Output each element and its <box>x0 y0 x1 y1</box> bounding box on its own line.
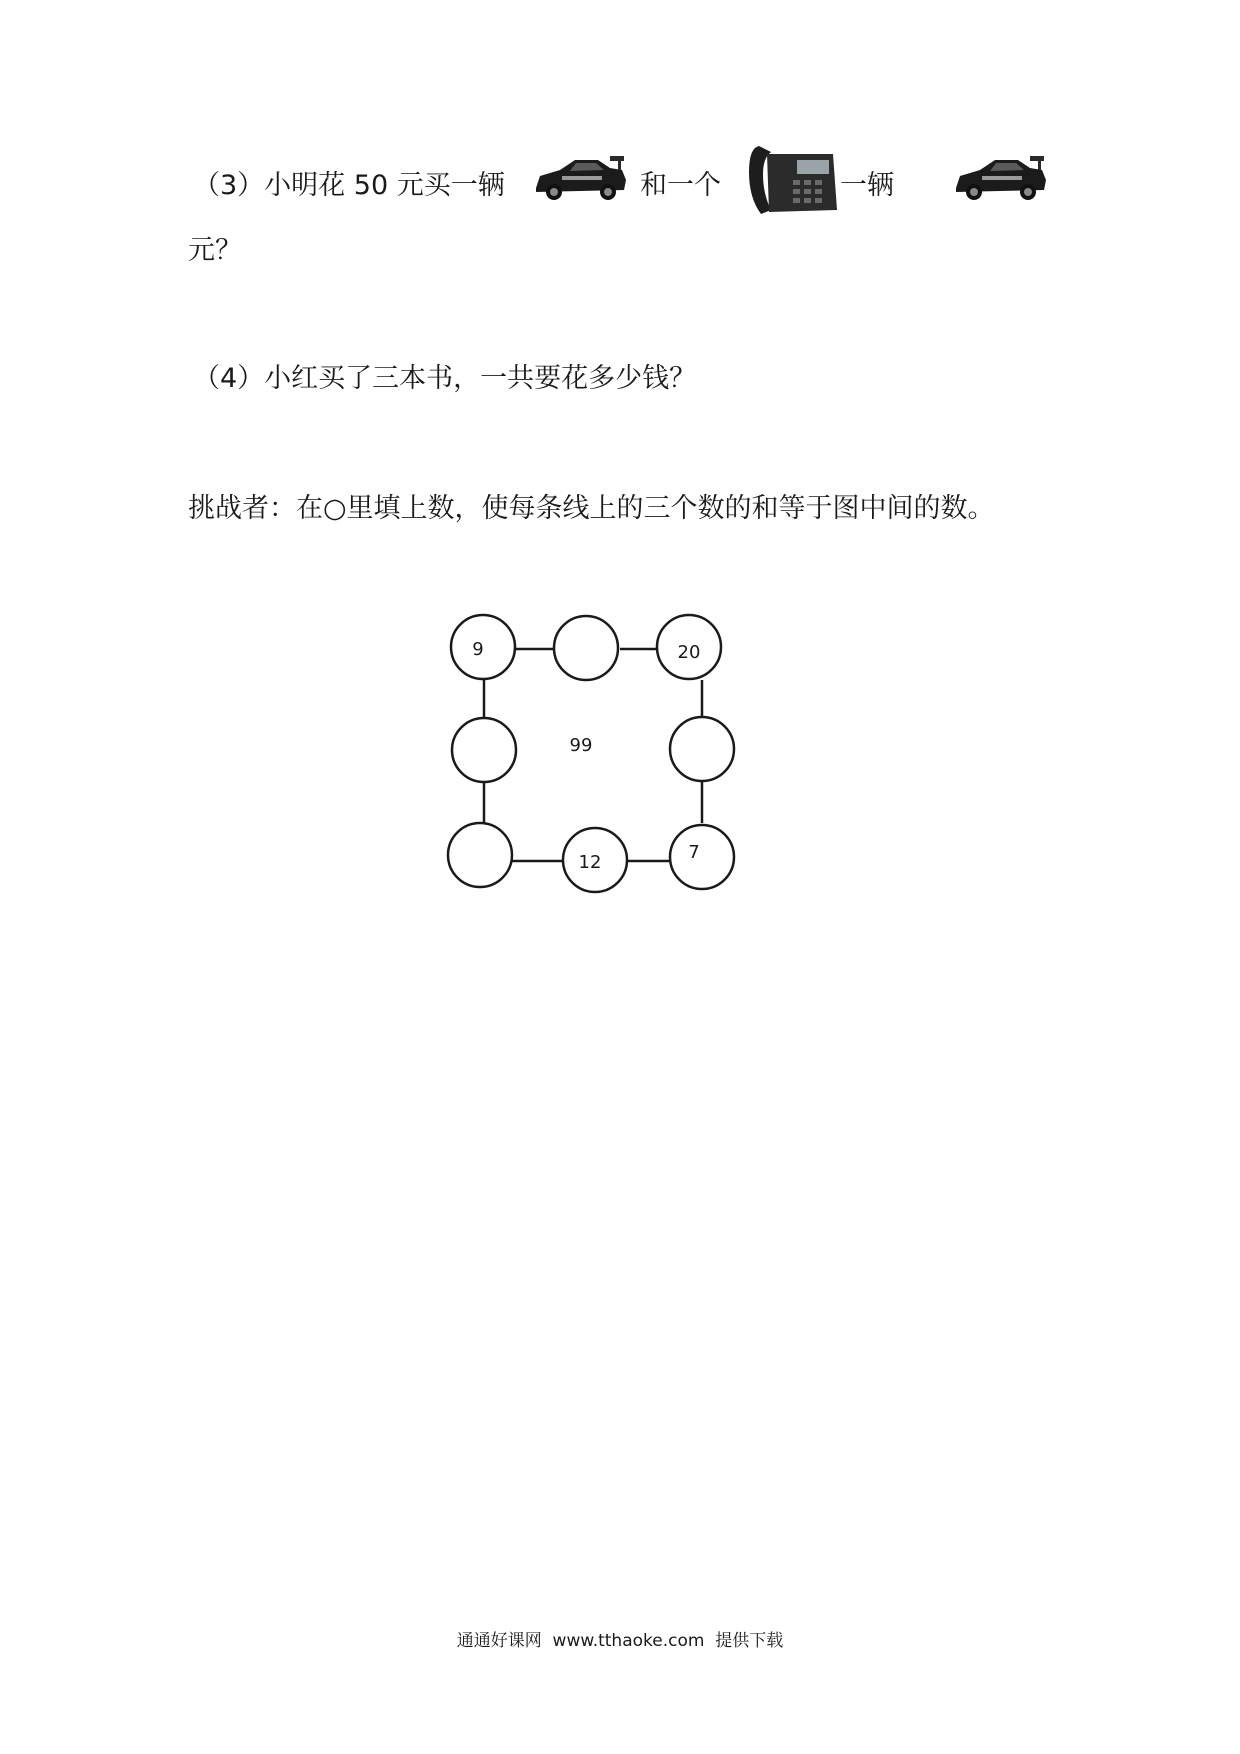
puzzle-circle-bottom-left <box>448 823 512 887</box>
puzzle-value-top-right: 20 <box>677 642 701 663</box>
puzzle-value-bottom-right: 7 <box>688 842 700 863</box>
puzzle-circle-middle-right <box>670 717 734 781</box>
footer-credit: 通通好课网 www.tthaoke.com 提供下载 <box>456 1631 784 1651</box>
challenge-text: 挑战者：在○里填上数，使每条线上的三个数的和等于图中间的数。 <box>188 493 995 524</box>
puzzle-circle-bottom-right <box>670 825 734 889</box>
puzzle-circle-middle-left <box>452 718 516 782</box>
puzzle-value-top-left: 9 <box>472 639 484 660</box>
toy-car-icon <box>950 148 1050 208</box>
number-square-puzzle <box>400 540 780 910</box>
q3-text-1: （3）小明花 50 元买一辆 <box>193 170 505 201</box>
q3-text-3: 一辆 <box>840 170 894 201</box>
q3-text-4: 元？ <box>188 235 242 266</box>
puzzle-circle-top-middle <box>554 616 618 680</box>
puzzle-value-bottom-middle: 12 <box>578 852 602 873</box>
q4-text: （4）小红买了三本书，一共要花多少钱？ <box>193 363 697 394</box>
puzzle-center-value: 99 <box>569 735 593 756</box>
q3-text-2: 和一个 <box>640 170 721 201</box>
telephone-icon <box>745 138 840 223</box>
toy-car-icon <box>530 148 630 208</box>
